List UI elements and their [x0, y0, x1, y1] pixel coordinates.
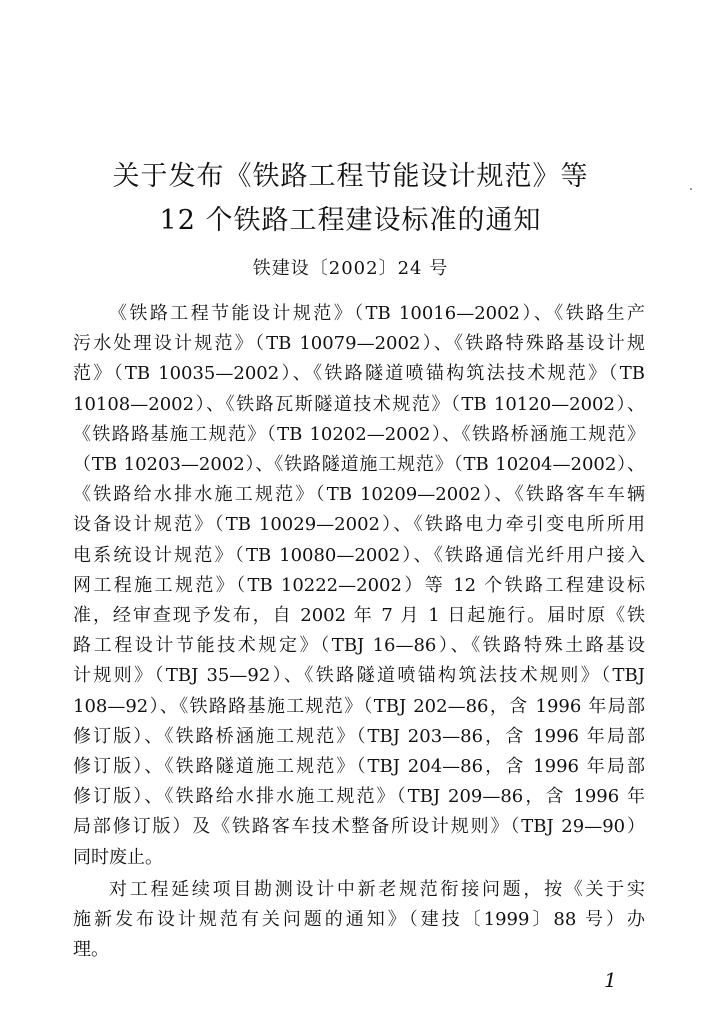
- title-line-2: 12 个铁路工程建设标准的通知: [159, 205, 542, 236]
- document-number: 铁建设〔2002〕24 号: [252, 258, 449, 279]
- text-line: 网工程施工规范》（TB 10222—2002）等 12 个铁路工程建设标: [73, 574, 645, 596]
- text-line: 10108—2002）、《铁路瓦斯隧道技术规范》（TB 10120—2002）、: [73, 393, 645, 415]
- text-line: 《铁路给水排水施工规范》（TB 10209—2002）、《铁路客车车辆: [73, 484, 645, 506]
- text-line: 同时废止。: [73, 846, 163, 868]
- scan-speck: [690, 188, 692, 190]
- text-line: 范》（TB 10035—2002）、《铁路隧道喷锚构筑法技术规范》（TB: [73, 363, 645, 385]
- title-line-1: 关于发布《铁路工程节能设计规范》等: [112, 161, 589, 192]
- text-line: 理。: [73, 939, 109, 961]
- paragraph-2: [73, 875, 645, 966]
- page-number: 1: [604, 968, 617, 992]
- paragraph-1: [73, 299, 645, 873]
- text-line: 修订版）、《铁路隧道施工规范》（TBJ 204—86，含 1996 年局部: [73, 756, 645, 778]
- text-line: 准，经审查现予发布，自 2002 年 7 月 1 日起施行。届时原《铁: [73, 605, 645, 627]
- text-line: 《铁路工程节能设计规范》（TB 10016—2002）、《铁路生产: [109, 303, 645, 324]
- text-line: 修订版）、《铁路桥涵施工规范》（TBJ 203—86，含 1996 年局部: [73, 725, 645, 747]
- text-line: （TB 10203—2002）、《铁路隧道施工规范》（TB 10204—2002）、: [73, 454, 645, 476]
- text-line: 计规则》（TBJ 35—92）、《铁路隧道喷锚构筑法技术规则》（TBJ: [73, 665, 645, 687]
- text-line: 污水处理设计规范》（TB 10079—2002）、《铁路特殊路基设计规: [73, 333, 645, 355]
- text-line: 电系统设计规范》（TB 10080—2002）、《铁路通信光纤用户接入: [73, 544, 645, 566]
- text-line: 施新发布设计规范有关问题的通知》（建技〔1999〕88 号）办: [73, 909, 645, 931]
- text-line: 《铁路路基施工规范》（TB 10202—2002）、《铁路桥涵施工规范》: [73, 423, 645, 445]
- text-line: 路工程设计节能技术规定》（TBJ 16—86）、《铁路特殊土路基设: [73, 635, 645, 657]
- text-line: 局部修订版）及《铁路客车技术整备所设计规则》（TBJ 29—90）: [73, 816, 645, 838]
- text-line: 修订版）、《铁路给水排水施工规范》（TBJ 209—86，含 1996 年: [73, 786, 645, 808]
- text-line: 108—92）、《铁路路基施工规范》（TBJ 202—86，含 1996 年局部: [73, 695, 645, 717]
- text-line: 对工程延续项目勘测设计中新老规范衔接问题，按《关于实: [109, 879, 645, 900]
- text-line: 设备设计规范》（TB 10029—2002）、《铁路电力牵引变电所所用: [73, 514, 645, 536]
